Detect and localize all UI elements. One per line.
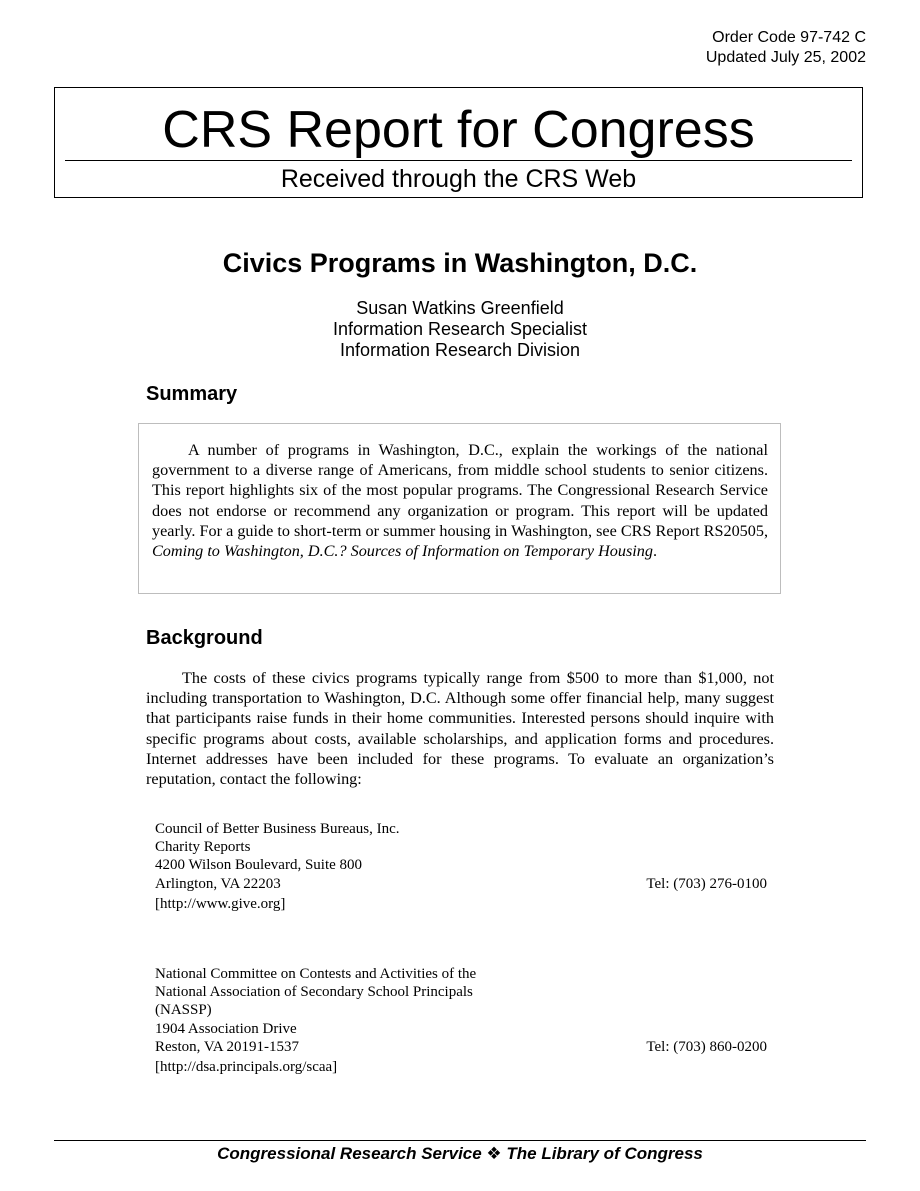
footer-text: Congressional Research Service ❖ The Library of Congress xyxy=(217,1144,703,1163)
order-code: Order Code 97-742 C xyxy=(712,29,866,46)
banner-divider xyxy=(65,160,852,161)
summary-end: . xyxy=(652,542,657,561)
contact-line: Charity Reports xyxy=(155,839,251,856)
contact-line: Arlington, VA 22203 xyxy=(155,875,281,892)
background-paragraph: The costs of these civics programs typically range from $500 to more than $1,000, not including transportation to Washington, D.C. Although some offer financial help, many suggest that participants raise funds in their home communities. Interested persons should inquire with specific programs about costs, available scholarships, and application forms and procedures. Internet addresses have been included for these programs. To evaluate an organization’s reputation, contact the following: xyxy=(146,669,774,789)
contact-line: National Association of Secondary School Principals xyxy=(155,984,473,1001)
author-block xyxy=(0,298,920,361)
footer-divider xyxy=(54,1140,866,1141)
summary-heading: Summary xyxy=(146,383,238,405)
contact-address-row xyxy=(155,1038,767,1056)
summary-box xyxy=(138,423,781,594)
author-position: Information Research Specialist xyxy=(332,319,588,339)
contact-line: National Committee on Contests and Activities of the xyxy=(155,966,477,982)
author-division: Information Research Division xyxy=(339,340,581,360)
contact-phone: Tel: (703) 276-0100 xyxy=(646,875,767,892)
contact-bbb xyxy=(155,820,767,913)
summary-paragraph xyxy=(152,440,768,561)
order-code-block xyxy=(706,28,866,68)
contact-line: (NASSP) xyxy=(155,1002,212,1019)
banner-subtitle: Received through the CRS Web xyxy=(280,165,637,193)
updated-date: Updated July 25, 2002 xyxy=(705,49,866,66)
author-name: Susan Watkins Greenfield xyxy=(356,298,564,318)
contact-line: Council of Better Business Bureaus, Inc. xyxy=(155,821,400,837)
contact-line: 4200 Wilson Boulevard, Suite 800 xyxy=(155,857,363,874)
document-title: Civics Programs in Washington, D.C. xyxy=(222,248,698,278)
contact-phone: Tel: (703) 860-0200 xyxy=(646,1038,767,1055)
contact-url-link[interactable]: [http://www.give.org] xyxy=(155,895,286,912)
contact-nassp xyxy=(155,965,767,1076)
contact-address-row xyxy=(155,875,767,893)
banner-title: CRS Report for Congress xyxy=(162,101,755,159)
report-banner xyxy=(54,87,863,198)
contact-line: 1904 Association Drive xyxy=(155,1020,297,1037)
summary-text: A number of programs in Washington, D.C., explain the workings of the national government to a diverse range of Americans, from middle school students to senior citizens. This report highlights six of the most popular programs. The Congressional Research Service does not endorse or recommend any organization or program. This report will be updated yearly. For a guide to short-term or summer housing in Washington, see CRS Report RS20505, xyxy=(152,441,768,540)
summary-citation: Coming to Washington, D.C.? Sources of Information on Temporary Housing xyxy=(152,542,653,561)
contact-url-link[interactable]: [http://dsa.principals.org/scaa] xyxy=(155,1059,338,1076)
contact-line: Reston, VA 20191-1537 xyxy=(155,1038,300,1055)
background-heading: Background xyxy=(146,627,263,649)
